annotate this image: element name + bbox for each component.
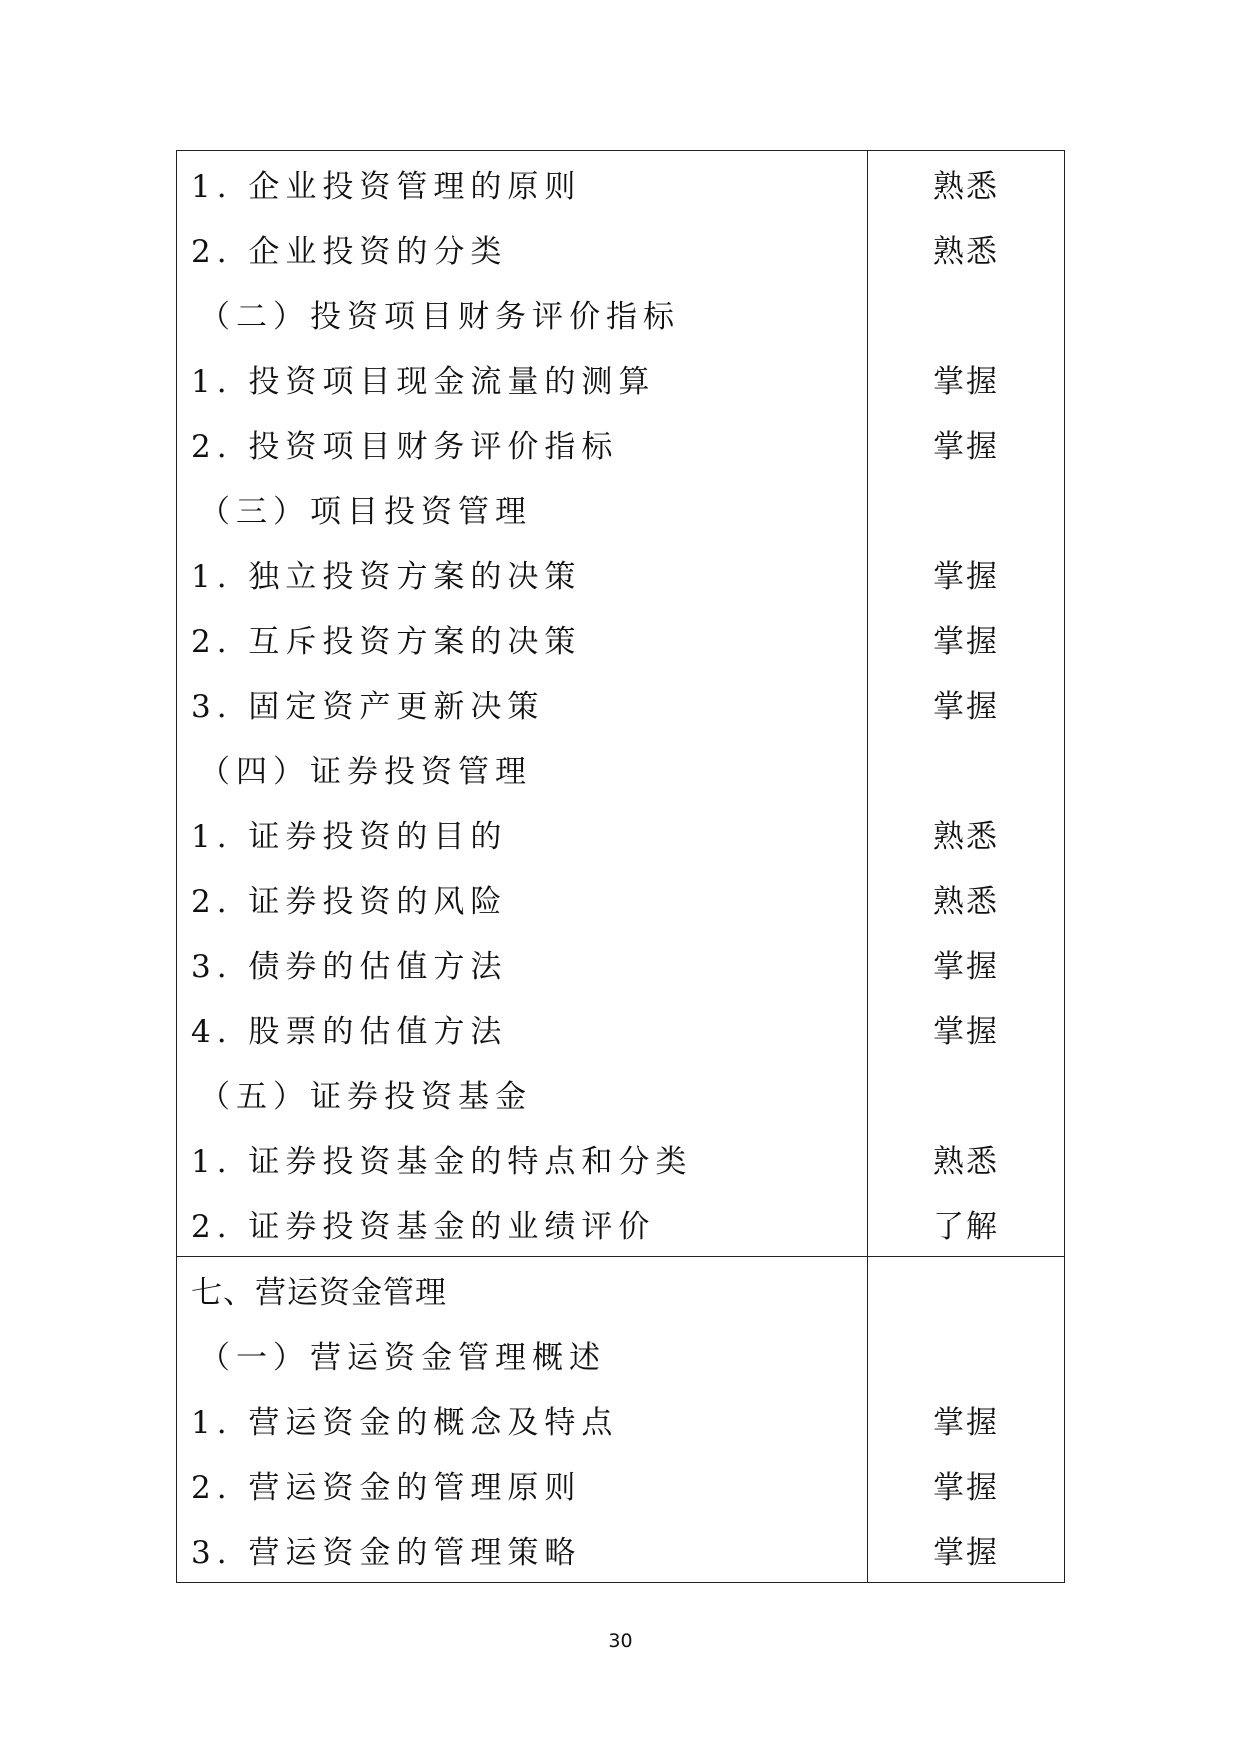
subsection-heading: （四）证券投资管理 xyxy=(199,754,532,790)
topic-item: 3. 营运资金的管理策略 xyxy=(191,1535,582,1571)
level-column xyxy=(868,151,1064,1256)
topic-item: 3. 固定资产更新决策 xyxy=(191,689,545,725)
requirement-level: 了解 xyxy=(933,1209,999,1245)
subsection-heading: （二）投资项目财务评价指标 xyxy=(199,299,680,335)
topic-item: 1. 企业投资管理的原则 xyxy=(191,169,582,205)
requirement-level: 掌握 xyxy=(933,689,999,725)
subsection-heading: （一）营运资金管理概述 xyxy=(199,1340,606,1376)
requirement-level: 熟悉 xyxy=(933,819,999,855)
page-number: 30 xyxy=(608,1630,633,1652)
topic-item: 2. 互斥投资方案的决策 xyxy=(191,624,582,660)
requirement-level: 掌握 xyxy=(933,1405,999,1441)
topic-column xyxy=(177,151,868,1256)
topic-item: 2. 证券投资的风险 xyxy=(191,884,508,920)
requirement-level xyxy=(868,1257,1064,1322)
requirement-level: 掌握 xyxy=(933,559,999,595)
topic-item: 2. 企业投资的分类 xyxy=(191,234,508,270)
requirement-level xyxy=(868,281,1064,346)
level-column xyxy=(868,1257,1064,1582)
syllabus-table xyxy=(176,150,1065,1583)
topic-item: 3. 债券的估值方法 xyxy=(191,949,508,985)
topic-item: 4. 股票的估值方法 xyxy=(191,1014,508,1050)
requirement-level xyxy=(868,1061,1064,1126)
requirement-level: 熟悉 xyxy=(933,234,999,270)
requirement-level: 掌握 xyxy=(933,949,999,985)
topic-column xyxy=(177,1257,868,1582)
requirement-level xyxy=(868,736,1064,801)
topic-item: 1. 营运资金的概念及特点 xyxy=(191,1405,619,1441)
topic-item: 1. 证券投资基金的特点和分类 xyxy=(191,1144,693,1180)
requirement-level xyxy=(868,476,1064,541)
requirement-level: 熟悉 xyxy=(933,1144,999,1180)
topic-item: 2. 营运资金的管理原则 xyxy=(191,1470,582,1506)
requirement-level: 熟悉 xyxy=(933,884,999,920)
requirement-level: 掌握 xyxy=(933,364,999,400)
requirement-level: 熟悉 xyxy=(933,169,999,205)
topic-item: 2. 投资项目财务评价指标 xyxy=(191,429,619,465)
requirement-level: 掌握 xyxy=(933,1535,999,1571)
subsection-heading: （五）证券投资基金 xyxy=(199,1079,532,1115)
topic-item: 1. 投资项目现金流量的测算 xyxy=(191,364,656,400)
requirement-level xyxy=(868,1322,1064,1387)
topic-item: 2. 证券投资基金的业绩评价 xyxy=(191,1209,656,1245)
table-section-investment xyxy=(177,151,1064,1256)
topic-item: 1. 证券投资的目的 xyxy=(191,819,508,855)
requirement-level: 掌握 xyxy=(933,1470,999,1506)
requirement-level: 掌握 xyxy=(933,1014,999,1050)
table-section-working-capital xyxy=(177,1256,1064,1582)
requirement-level: 掌握 xyxy=(933,624,999,660)
chapter-heading: 七、营运资金管理 xyxy=(191,1275,447,1311)
topic-item: 1. 独立投资方案的决策 xyxy=(191,559,582,595)
requirement-level: 掌握 xyxy=(933,429,999,465)
subsection-heading: （三）项目投资管理 xyxy=(199,494,532,530)
